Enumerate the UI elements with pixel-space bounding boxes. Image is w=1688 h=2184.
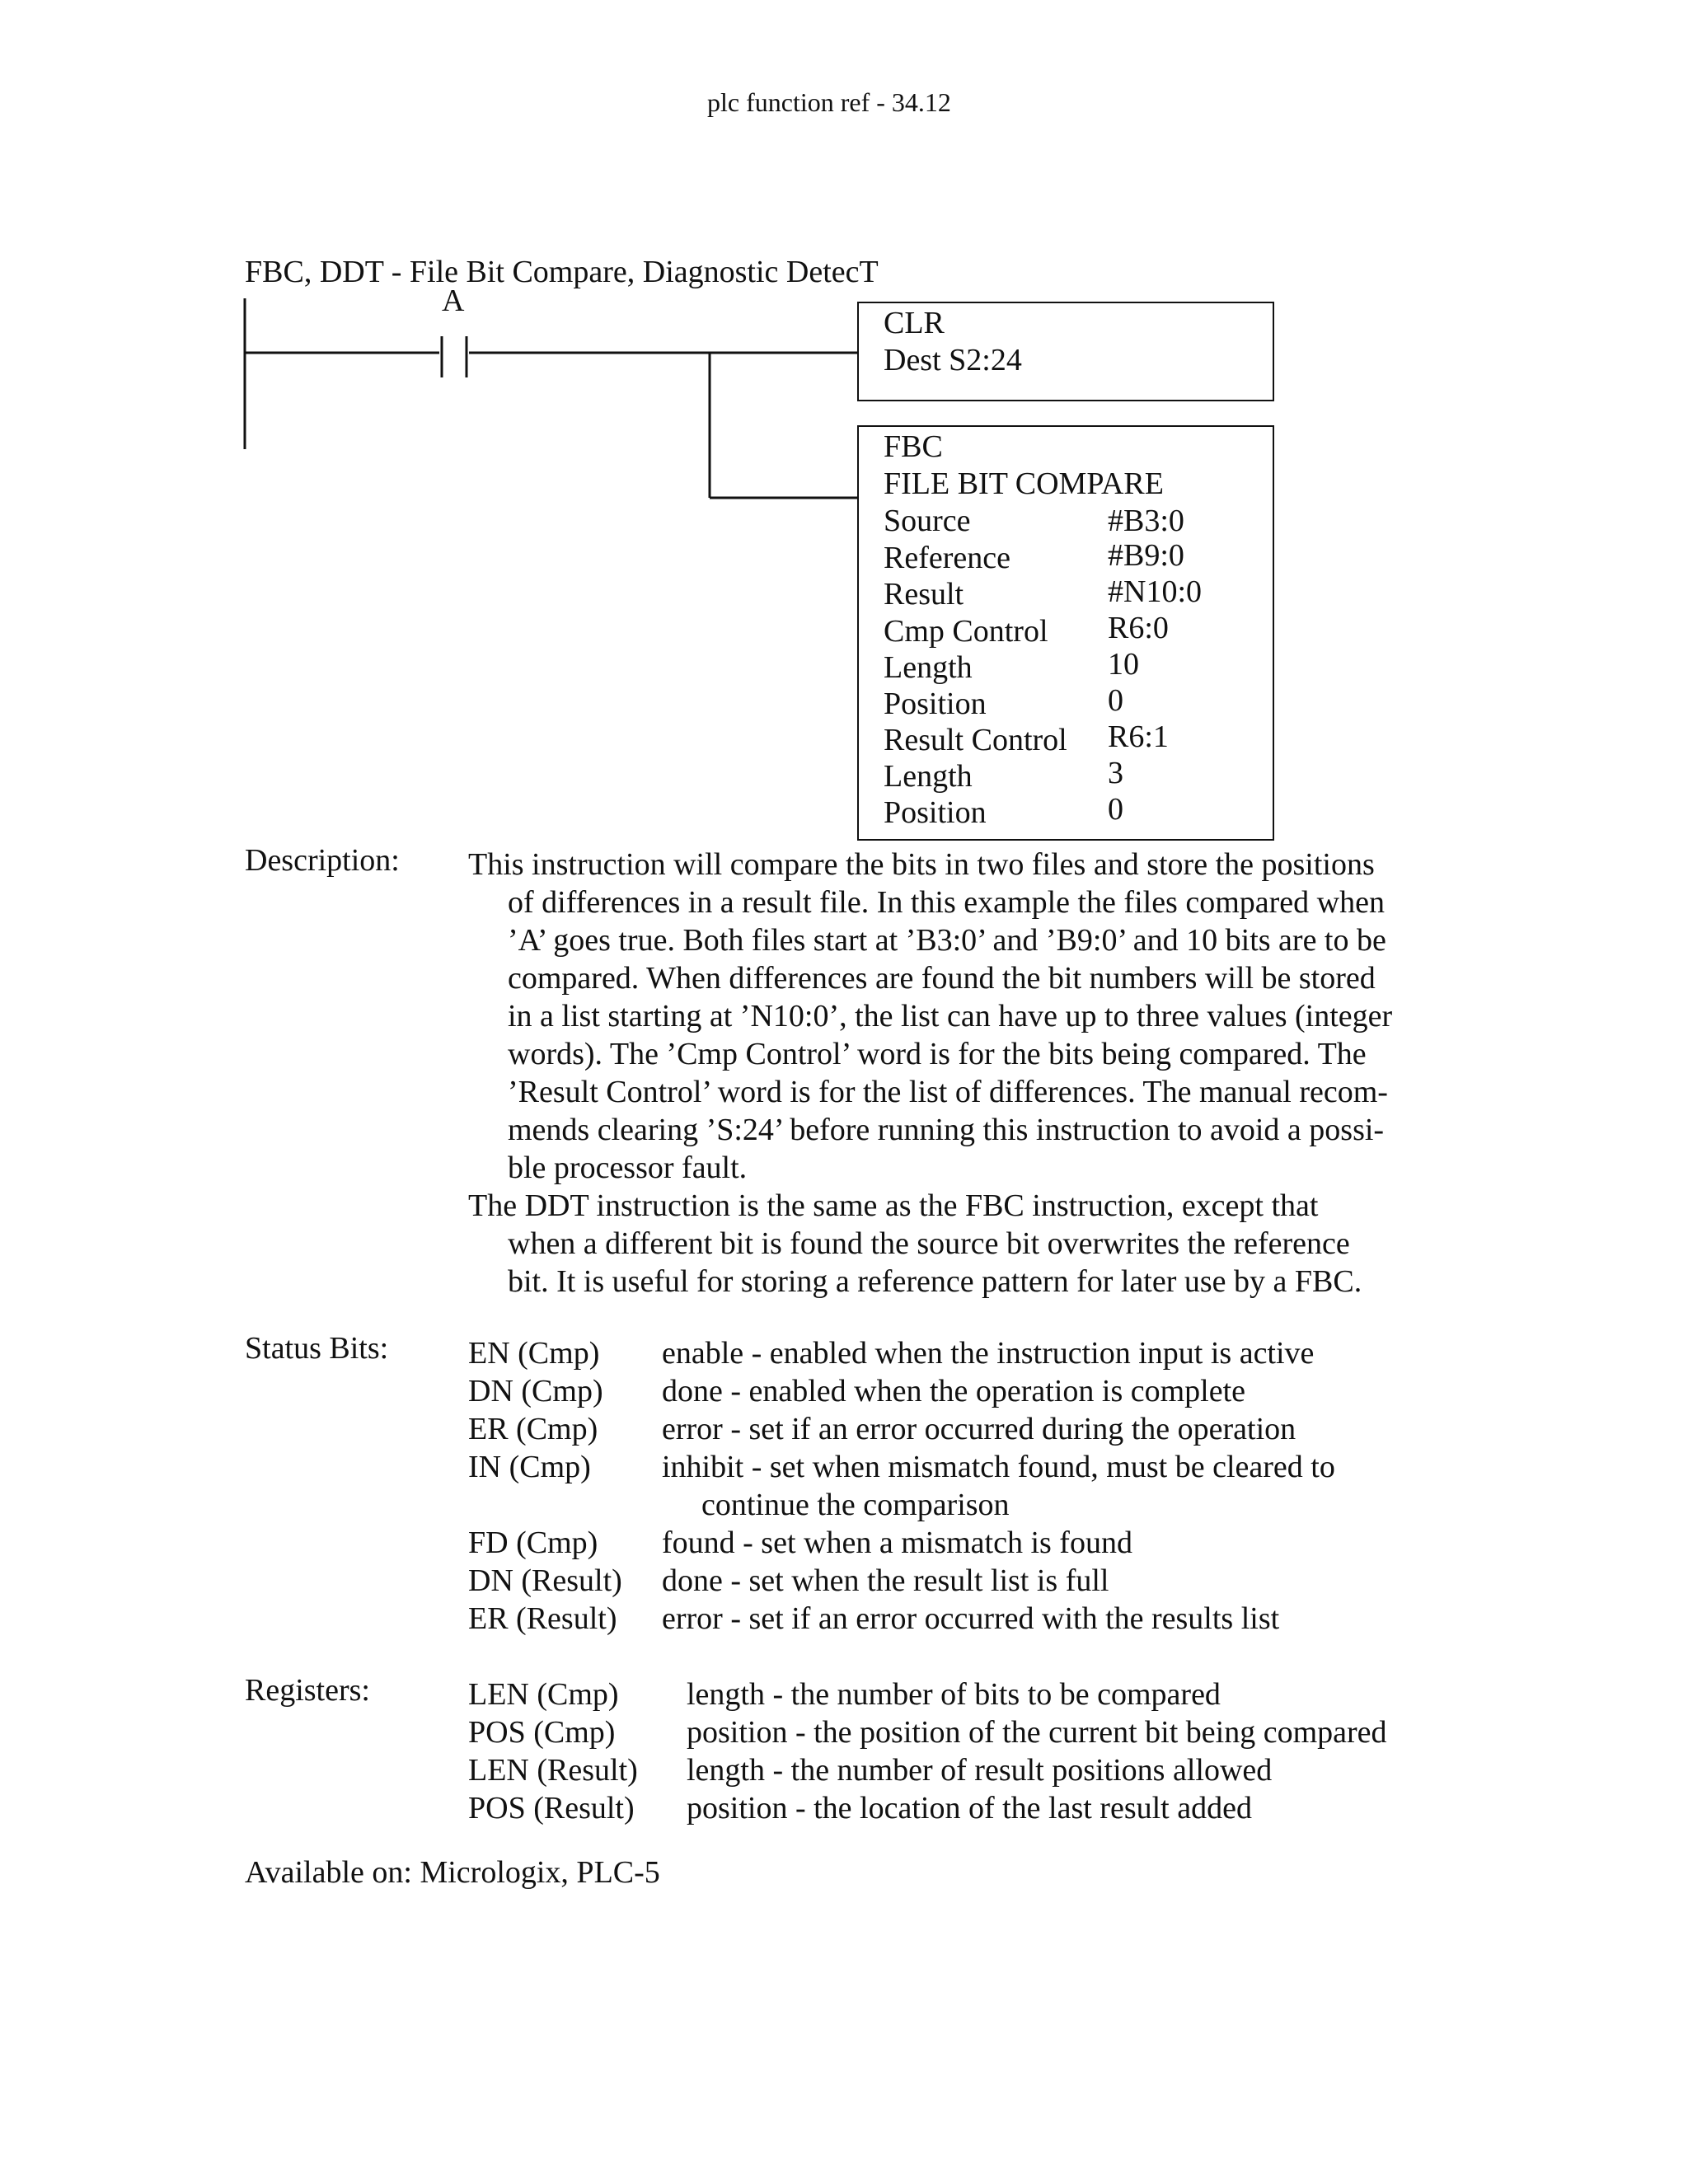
status-bit-desc: error - set if an error occurred during the operation	[662, 1412, 1296, 1446]
status-bit-desc: enable - enabled when the instruction input is active	[662, 1336, 1315, 1371]
param-value: 0	[1108, 792, 1123, 827]
param-value: R6:1	[1108, 719, 1169, 754]
description-line: This instruction will compare the bits in two files and store the positions	[468, 847, 1375, 882]
param-name: Source	[884, 504, 971, 538]
status-bit-desc: error - set if an error occurred with the results list	[662, 1601, 1280, 1636]
register-desc: position - the position of the current bit being compared	[687, 1715, 1387, 1750]
description-line: ’A’ goes true. Both files start at ’B3:0’ and ’B9:0’ and 10 bits are to be	[508, 923, 1386, 958]
param-name: Length	[884, 759, 973, 794]
param-name: Position	[884, 795, 987, 830]
register-desc: position - the location of the last result added	[687, 1791, 1252, 1825]
description-line: in a list starting at ’N10:0’, the list can have up to three values (integer	[508, 999, 1393, 1033]
description-line: bit. It is useful for storing a reference pattern for later use by a FBC.	[508, 1264, 1362, 1299]
param-name: Position	[884, 687, 987, 721]
param-name: Result Control	[884, 723, 1067, 757]
description-line: words). The ’Cmp Control’ word is for the bits being compared. The	[508, 1037, 1367, 1071]
param-value: 0	[1108, 683, 1123, 718]
description-line: The DDT instruction is the same as the FBC instruction, except that	[468, 1188, 1319, 1223]
registers-label: Registers:	[245, 1673, 370, 1708]
clr-instruction-box	[857, 302, 1274, 401]
description-paragraph-2	[468, 1187, 1449, 1301]
status-bit-name: DN (Cmp)	[468, 1374, 603, 1408]
description-line: compared. When differences are found the bit numbers will be stored	[508, 961, 1376, 996]
status-bit-name: ER (Cmp)	[468, 1412, 598, 1446]
clr-dest: Dest S2:24	[884, 343, 1022, 377]
param-value: 10	[1108, 647, 1139, 682]
param-name: Length	[884, 650, 973, 685]
status-bit-desc: done - enabled when the operation is complete	[662, 1374, 1246, 1408]
page-header: plc function ref - 34.12	[707, 87, 951, 117]
contact-label: A	[442, 284, 465, 318]
register-desc: length - the number of bits to be compared	[687, 1677, 1221, 1712]
ladder-diagram	[0, 0, 1688, 865]
register-name: LEN (Result)	[468, 1753, 638, 1788]
description-line: ble processor fault.	[508, 1151, 748, 1185]
description-line: ’Result Control’ word is for the list of differences. The manual recom-	[508, 1075, 1388, 1109]
fbc-instruction-box	[857, 425, 1274, 841]
clr-title: CLR	[884, 306, 945, 340]
param-name: Cmp Control	[884, 614, 1048, 649]
status-bit-name: DN (Result)	[468, 1563, 622, 1598]
status-bit-name: EN (Cmp)	[468, 1336, 600, 1371]
description-label: Description:	[245, 843, 400, 878]
description-line: of differences in a result file. In this example the files compared when	[508, 885, 1385, 920]
param-value: #B9:0	[1108, 538, 1184, 573]
section-title: FBC, DDT - File Bit Compare, Diagnostic DetecT	[245, 255, 879, 289]
description-line: mends clearing ’S:24’ before running this instruction to avoid a possi-	[508, 1113, 1385, 1147]
status-bit-desc: inhibit - set when mismatch found, must be cleared to	[662, 1450, 1335, 1484]
param-name: Result	[884, 577, 964, 612]
param-value: R6:0	[1108, 611, 1169, 645]
description-line: when a different bit is found the source bit overwrites the reference	[508, 1226, 1350, 1261]
param-value: #B3:0	[1108, 504, 1184, 538]
fbc-title: FBC	[884, 429, 943, 464]
param-value: 3	[1108, 756, 1123, 790]
register-name: LEN (Cmp)	[468, 1677, 619, 1712]
status-bit-desc-continued: continue the comparison	[701, 1488, 1010, 1522]
register-desc: length - the number of result positions allowed	[687, 1753, 1273, 1788]
register-name: POS (Cmp)	[468, 1715, 616, 1750]
status-bit-name: FD (Cmp)	[468, 1526, 598, 1560]
param-name: Reference	[884, 541, 1010, 575]
description-paragraph-1	[468, 846, 1449, 1187]
fbc-subtitle: FILE BIT COMPARE	[884, 466, 1164, 501]
availability-note: Available on: Micrologix, PLC-5	[245, 1855, 660, 1890]
status-bit-name: ER (Result)	[468, 1601, 617, 1636]
status-bit-name: IN (Cmp)	[468, 1450, 591, 1484]
status-bit-desc: found - set when a mismatch is found	[662, 1526, 1132, 1560]
status-bits-label: Status Bits:	[245, 1331, 389, 1366]
param-value: #N10:0	[1108, 574, 1202, 609]
status-bit-desc: done - set when the result list is full	[662, 1563, 1109, 1598]
register-name: POS (Result)	[468, 1791, 635, 1825]
